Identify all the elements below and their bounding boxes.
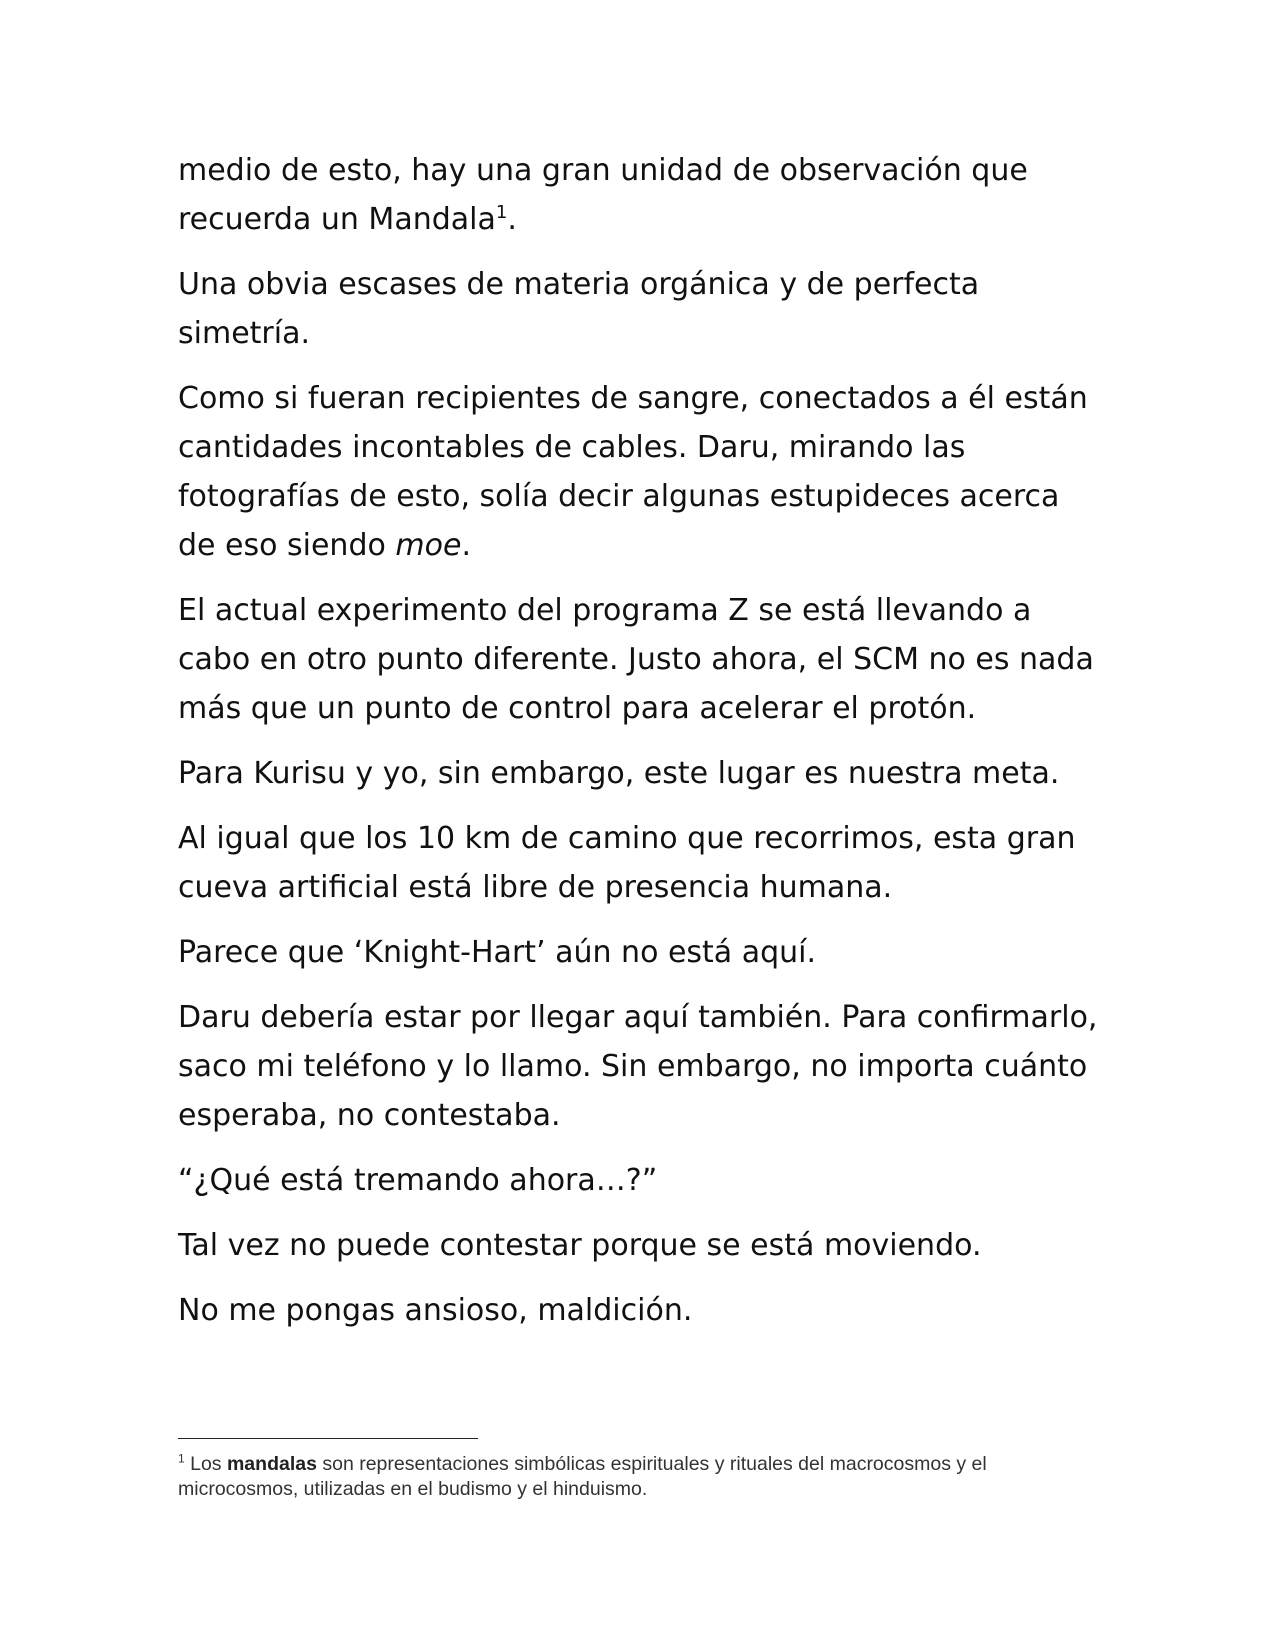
footnote: [178, 1452, 1078, 1502]
paragraph-8: Daru debería estar por llegar aquí también. Para confirmarlo, saco mi teléfono y lo llamo. Sin embargo, no importa cuánto esperaba, no contestaba.: [178, 1000, 1098, 1133]
footnote-text-after: son representaciones simbólicas espirituales y rituales del macrocosmos y el microcosmos, utilizadas en el budismo y el hinduismo.: [178, 1453, 987, 1500]
footnote-text-before: Los: [184, 1453, 227, 1475]
paragraph-11: No me pongas ansioso, maldición.: [178, 1293, 693, 1328]
paragraph-3-text: Como si fueran recipientes de sangre, conectados a él están cantidades incontables de cables. Daru, mirando las fotografías de esto, solía decir algunas estupideces acerca de eso siendo: [178, 381, 1088, 563]
paragraph-7: Parece que ‘Knight-Hart’ aún no está aquí.: [178, 935, 817, 970]
paragraph-3-period: .: [461, 528, 471, 563]
footnote-mark: 1: [178, 1451, 185, 1466]
paragraph-5: Para Kurisu y yo, sin embargo, este lugar es nuestra meta.: [178, 756, 1060, 791]
paragraph-10: Tal vez no puede contestar porque se está moviendo.: [178, 1228, 982, 1263]
footnote-bold-term: mandalas: [226, 1453, 317, 1475]
paragraph-6: Al igual que los 10 km de camino que recorrimos, esta gran cueva artificial está libre de presencia humana.: [178, 821, 1076, 905]
paragraph-4: El actual experimento del programa Z se está llevando a cabo en otro punto diferente. Justo ahora, el SCM no es nada más que un punto de control para acelerar el protón.: [178, 593, 1094, 726]
paragraph-1: [178, 146, 1098, 244]
paragraph-9: “¿Qué está tremando ahora…?”: [178, 1163, 658, 1198]
italic-word: moe: [395, 528, 462, 563]
paragraph-1-period: .: [507, 202, 517, 237]
body-text: [178, 146, 1098, 1351]
paragraph-3: [178, 374, 1098, 570]
paragraph-1-text: medio de esto, hay una gran unidad de observación que recuerda un Mandala: [178, 153, 1028, 237]
footnote-separator: [178, 1438, 478, 1439]
footnote-reference[interactable]: 1: [495, 202, 508, 223]
paragraph-2: Una obvia escases de materia orgánica y de perfecta simetría.: [178, 267, 980, 351]
